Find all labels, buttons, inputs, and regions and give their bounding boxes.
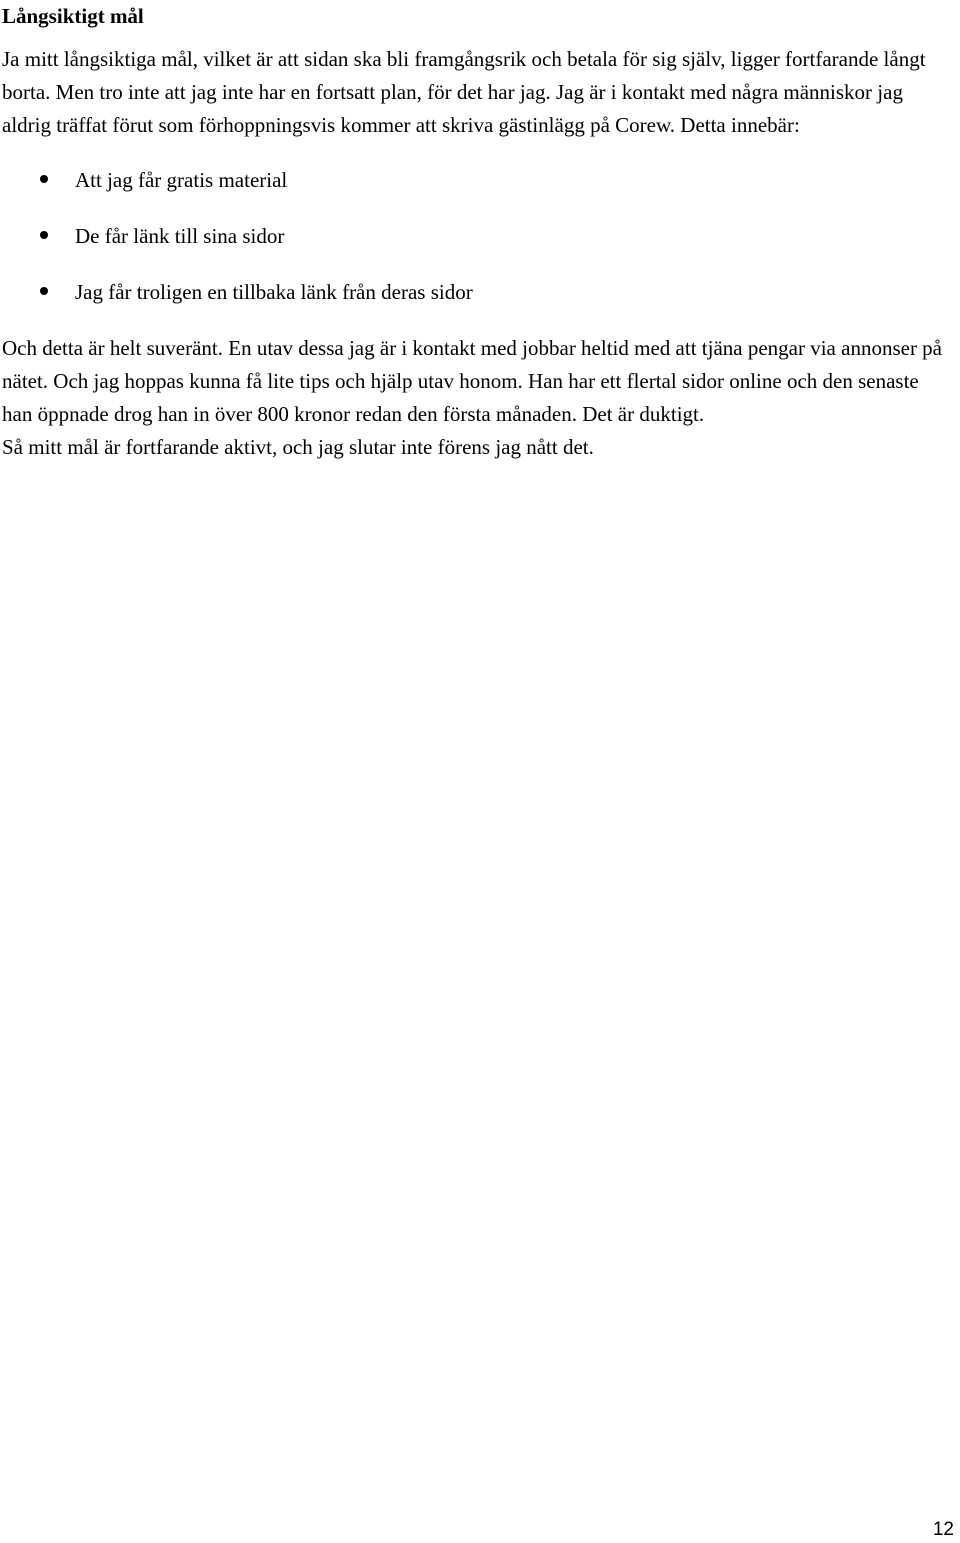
bullet-icon — [40, 175, 48, 183]
paragraph-conclusion: Så mitt mål är fortfarande aktivt, och jag slutar inte förens jag nått det. — [2, 435, 594, 459]
list-item-text: Jag får troligen en tillbaka länk från deras sidor — [75, 280, 473, 304]
paragraph-contact: Och detta är helt suveränt. En utav dessa jag är i kontakt med jobbar heltid med att tjäna pengar via annonser på nätet. Och jag hoppas kunna få lite tips och hjälp utav honom. Han har ett flertal sidor online och den senaste han öppnade drog han in över 800 kronor redan den första månaden. Det är duktigt. — [2, 336, 943, 426]
list-item — [2, 220, 954, 276]
bullet-list — [2, 164, 954, 332]
bullet-icon — [40, 287, 48, 295]
list-item-text: Att jag får gratis material — [75, 168, 288, 192]
section-heading: Långsiktigt mål — [2, 4, 144, 28]
list-item — [2, 164, 954, 220]
page-number: 12 — [932, 1519, 954, 1540]
paragraph-intro: Ja mitt långsiktiga mål, vilket är att sidan ska bli framgångsrik och betala för sig själv, ligger fortfarande långt borta. Men tro inte att jag inte har en fortsatt plan, för det har jag. Jag är i kontakt med några människor jag aldrig träffat förut som förhoppningsvis kommer att skriva gästinlägg på Corew. Detta innebär: — [2, 47, 926, 137]
document-body — [2, 0, 954, 464]
list-item-text: De får länk till sina sidor — [75, 224, 285, 248]
list-item — [2, 276, 954, 332]
bullet-icon — [40, 231, 48, 239]
